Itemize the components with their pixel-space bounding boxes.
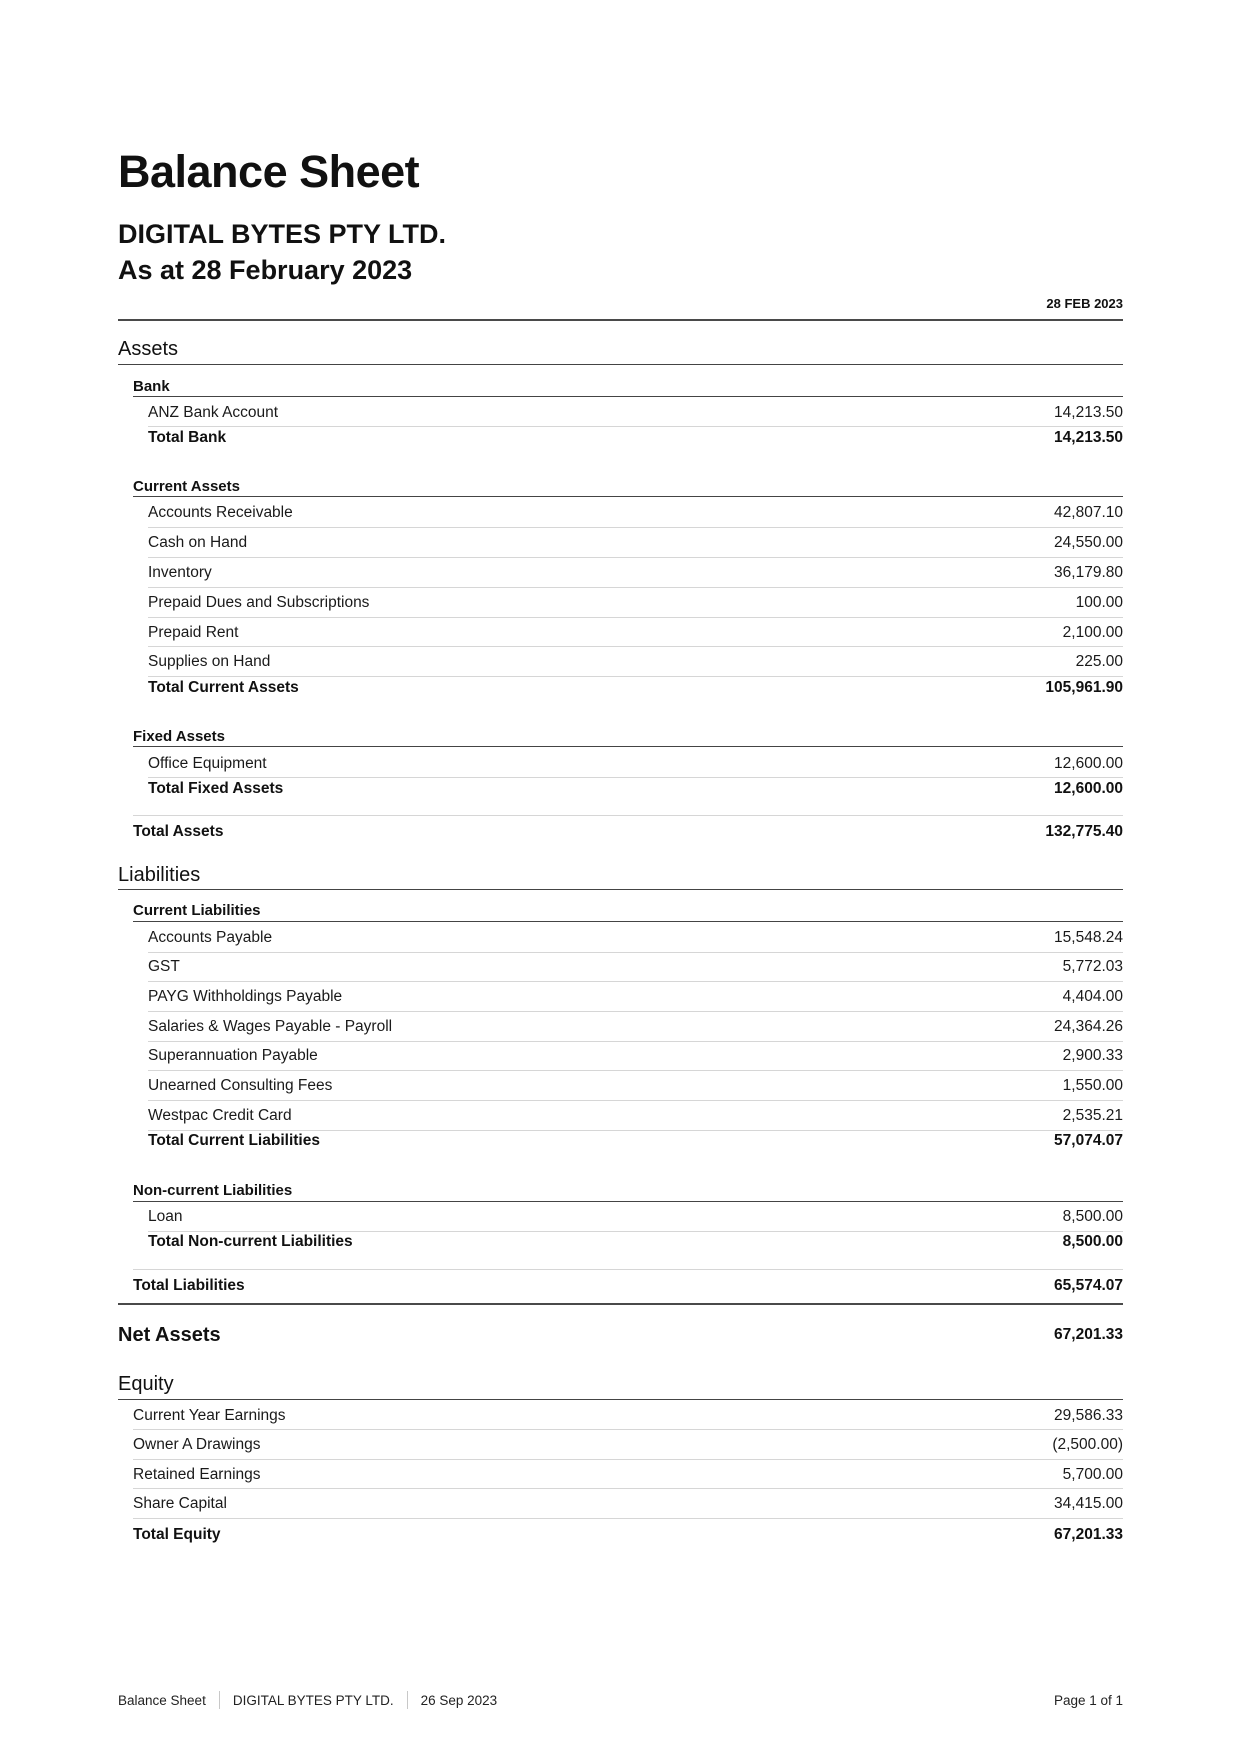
row-value: 100.00 xyxy=(1075,594,1123,611)
row-label: Salaries & Wages Payable - Payroll xyxy=(148,1018,393,1035)
subsection-divider xyxy=(133,746,1123,747)
total-liabilities-row xyxy=(133,1275,1123,1297)
subtotal-row xyxy=(148,778,1123,800)
total-equity-row xyxy=(133,1524,1123,1546)
subtotal-row xyxy=(148,677,1123,699)
row-divider xyxy=(148,646,1123,647)
row-value: 4,404.00 xyxy=(1062,988,1123,1005)
row-value: 2,900.33 xyxy=(1062,1047,1123,1064)
section-divider xyxy=(118,364,1123,365)
row-divider xyxy=(148,527,1123,528)
table-row xyxy=(148,651,1123,673)
footer-separator xyxy=(407,1691,408,1709)
row-value: 105,961.90 xyxy=(1045,679,1123,696)
row-value: 8,500.00 xyxy=(1062,1208,1123,1225)
subsection-heading-non-current-liabilities: Non-current Liabilities xyxy=(133,1182,293,1199)
row-divider xyxy=(148,952,1123,953)
row-divider xyxy=(148,1070,1123,1071)
row-value: 5,772.03 xyxy=(1062,958,1123,975)
row-value: 5,700.00 xyxy=(1062,1466,1123,1483)
table-row xyxy=(148,622,1123,644)
table-row xyxy=(148,562,1123,584)
table-row xyxy=(148,753,1123,775)
net-assets-divider xyxy=(118,1303,1123,1305)
row-value: 34,415.00 xyxy=(1054,1495,1123,1512)
row-value: 132,775.40 xyxy=(1045,823,1123,840)
row-label: Total Assets xyxy=(133,823,224,840)
row-label: Total Liabilities xyxy=(133,1277,245,1294)
row-label: Total Current Assets xyxy=(148,679,299,696)
row-label: Office Equipment xyxy=(148,755,267,772)
subtotal-row xyxy=(148,1130,1123,1152)
footer-report-name: Balance Sheet xyxy=(118,1692,206,1708)
page-footer xyxy=(118,1690,1123,1710)
row-label: Total Equity xyxy=(133,1526,221,1543)
subtotal-row xyxy=(148,427,1123,449)
row-value: 67,201.33 xyxy=(1054,1526,1123,1543)
total-assets-row xyxy=(133,821,1123,843)
table-row xyxy=(148,1075,1123,1097)
row-value: 29,586.33 xyxy=(1054,1407,1123,1424)
row-label: Total Current Liabilities xyxy=(148,1132,320,1149)
footer-company: DIGITAL BYTES PTY LTD. xyxy=(232,1692,394,1708)
row-value: 36,179.80 xyxy=(1054,564,1123,581)
row-divider xyxy=(133,1488,1123,1489)
row-divider xyxy=(148,1100,1123,1101)
table-row xyxy=(133,1464,1123,1486)
section-divider xyxy=(118,889,1123,890)
row-value: 24,550.00 xyxy=(1054,534,1123,551)
row-value: 2,535.21 xyxy=(1062,1107,1123,1124)
report-date: As at 28 February 2023 xyxy=(118,255,413,285)
row-value: 42,807.10 xyxy=(1054,504,1123,521)
row-label: Total Non-current Liabilities xyxy=(148,1233,353,1250)
subsection-heading-current-assets: Current Assets xyxy=(133,478,240,495)
table-row xyxy=(148,986,1123,1008)
row-value: 8,500.00 xyxy=(1062,1233,1123,1250)
table-row xyxy=(148,1045,1123,1067)
row-label: Share Capital xyxy=(133,1495,227,1512)
row-divider xyxy=(148,557,1123,558)
section-divider xyxy=(118,1399,1123,1400)
row-value: 225.00 xyxy=(1075,653,1123,670)
table-row xyxy=(148,532,1123,554)
row-label: Owner A Drawings xyxy=(133,1436,261,1453)
row-divider xyxy=(148,617,1123,618)
table-row xyxy=(148,1206,1123,1228)
row-label: GST xyxy=(148,958,180,975)
table-row xyxy=(148,1105,1123,1127)
row-label: Current Year Earnings xyxy=(133,1407,286,1424)
row-divider xyxy=(133,1429,1123,1430)
table-row xyxy=(148,1016,1123,1038)
footer-left xyxy=(118,1691,497,1709)
table-row xyxy=(148,502,1123,524)
net-assets-row xyxy=(118,1322,1123,1348)
row-value: 12,600.00 xyxy=(1054,755,1123,772)
table-row xyxy=(148,927,1123,949)
row-label: Retained Earnings xyxy=(133,1466,261,1483)
row-divider xyxy=(133,1459,1123,1460)
subsection-divider xyxy=(133,921,1123,922)
row-value: 65,574.07 xyxy=(1054,1277,1123,1294)
section-heading-equity: Equity xyxy=(118,1373,174,1395)
row-value: 24,364.26 xyxy=(1054,1018,1123,1035)
row-divider xyxy=(148,1041,1123,1042)
row-value: 12,600.00 xyxy=(1054,780,1123,797)
row-divider xyxy=(133,1269,1123,1270)
footer-separator xyxy=(219,1691,220,1709)
row-divider xyxy=(148,587,1123,588)
subsection-divider xyxy=(133,496,1123,497)
row-label: Accounts Receivable xyxy=(148,504,293,521)
row-label: Supplies on Hand xyxy=(148,653,271,670)
row-value: 57,074.07 xyxy=(1054,1132,1123,1149)
row-label: Prepaid Rent xyxy=(148,624,239,641)
subsection-divider xyxy=(133,396,1123,397)
row-label: Superannuation Payable xyxy=(148,1047,318,1064)
section-heading-assets: Assets xyxy=(118,338,179,360)
row-value: (2,500.00) xyxy=(1052,1436,1123,1453)
column-header-date: 28 FEB 2023 xyxy=(1046,296,1123,311)
row-label: Total Fixed Assets xyxy=(148,780,284,797)
row-value: 14,213.50 xyxy=(1054,429,1123,446)
company-name: DIGITAL BYTES PTY LTD. xyxy=(118,219,447,249)
subsection-heading-current-liabilities: Current Liabilities xyxy=(133,902,261,919)
row-label: Prepaid Dues and Subscriptions xyxy=(148,594,370,611)
section-heading-liabilities: Liabilities xyxy=(118,864,201,886)
table-row xyxy=(148,592,1123,614)
row-value: 14,213.50 xyxy=(1054,404,1123,421)
row-label: Accounts Payable xyxy=(148,929,273,946)
row-label: Cash on Hand xyxy=(148,534,248,551)
subsection-divider xyxy=(133,1201,1123,1202)
table-row xyxy=(133,1493,1123,1515)
subtotal-row xyxy=(148,1231,1123,1253)
row-divider xyxy=(133,1518,1123,1519)
row-label: Total Bank xyxy=(148,429,227,446)
report-title: Balance Sheet xyxy=(118,146,420,197)
row-label: Loan xyxy=(148,1208,183,1225)
row-label: Unearned Consulting Fees xyxy=(148,1077,333,1094)
row-divider xyxy=(133,815,1123,816)
row-value: 15,548.24 xyxy=(1054,929,1123,946)
net-assets-value: 67,201.33 xyxy=(1054,1326,1123,1343)
row-label: ANZ Bank Account xyxy=(148,404,279,421)
row-label: PAYG Withholdings Payable xyxy=(148,988,343,1005)
row-value: 1,550.00 xyxy=(1062,1077,1123,1094)
subsection-heading-bank: Bank xyxy=(133,378,170,395)
header-divider xyxy=(118,319,1123,321)
row-label: Inventory xyxy=(148,564,212,581)
subsection-heading-fixed-assets: Fixed Assets xyxy=(133,728,225,745)
row-divider xyxy=(148,1011,1123,1012)
table-row xyxy=(148,402,1123,424)
footer-printed-date: 26 Sep 2023 xyxy=(420,1692,498,1708)
row-label: Westpac Credit Card xyxy=(148,1107,292,1124)
table-row xyxy=(133,1405,1123,1427)
table-row xyxy=(133,1434,1123,1456)
row-divider xyxy=(148,981,1123,982)
row-value: 2,100.00 xyxy=(1062,624,1123,641)
page-number: Page 1 of 1 xyxy=(1053,1692,1123,1708)
table-row xyxy=(148,956,1123,978)
net-assets-label: Net Assets xyxy=(118,1323,221,1346)
